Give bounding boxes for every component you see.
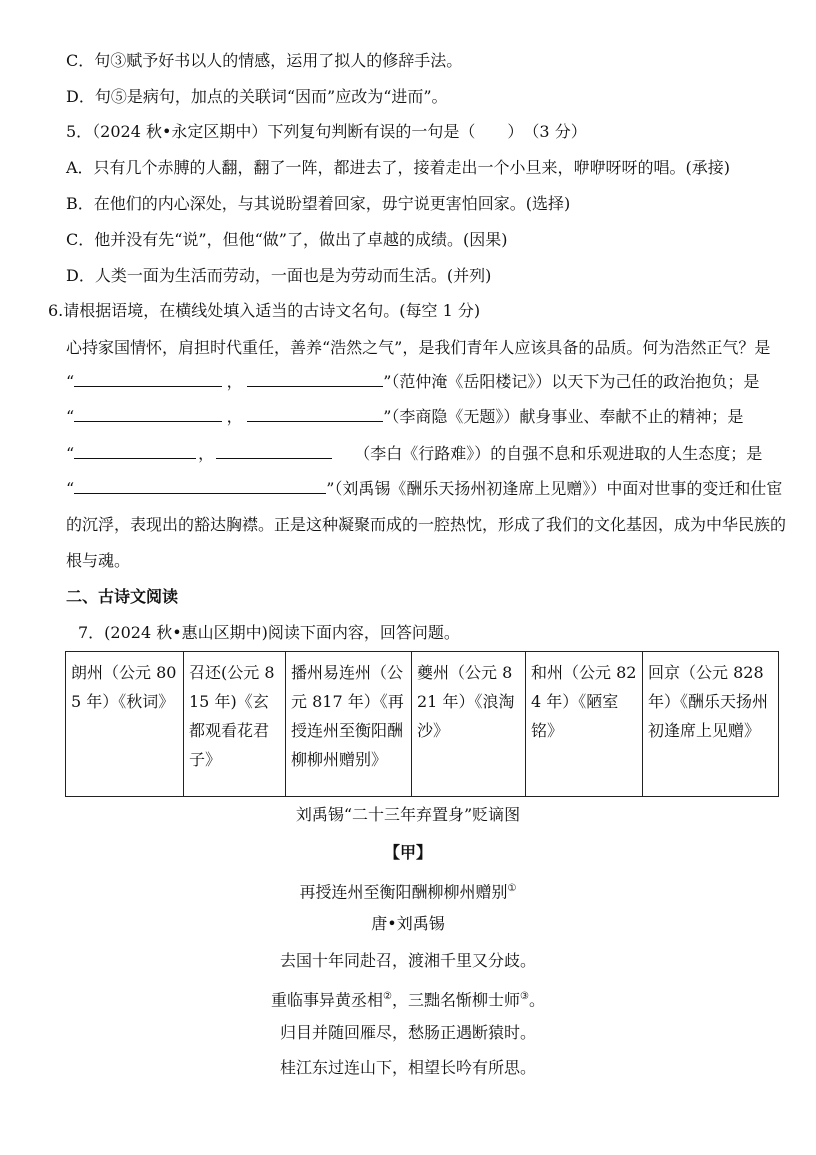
poem-line-1: 去国十年同赴召，渡湘千里又分歧。 (279, 951, 536, 970)
question-6-passage-line-6: 的沉浮，表现出的豁达胸襟。正是这种凝聚而成的一腔热忱，形成了我们的文化基因，成为中华民族的 (66, 515, 787, 534)
poem-line-3: 归目并随回雁尽，愁肠正遇断猿时。 (279, 1023, 536, 1042)
citation-li-shangyin: ”（李商隐《无题》）献身事业、奉献不止的精神；是 (383, 407, 744, 426)
table-cell: 朗州（公元 805 年）《秋词》 (66, 652, 184, 797)
answer-blank-6[interactable] (216, 444, 332, 459)
question-5-option-a: A．只有几个赤膊的人翻，翻了一阵，都进去了，接着走出一个小旦来，咿咿呀呀的唱。(承接) (66, 158, 731, 177)
question-5-option-d: D．人类一面为生活而劳动，一面也是为劳动而生活。(并列) (66, 266, 492, 285)
footnote-marker: ② (383, 991, 392, 1002)
table-caption: 刘禹锡“二十三年弃置身”贬谪图 (295, 805, 521, 824)
poem-label: 【甲】 (383, 843, 432, 862)
open-quote: “ (66, 444, 75, 463)
answer-blank-4[interactable] (247, 407, 383, 422)
answer-blank-2[interactable] (247, 372, 383, 387)
question-6-fill-line-1 (66, 371, 759, 393)
open-quote: “ (66, 372, 75, 391)
question-6-passage-line-1: 心持家国情怀，肩担时代重任，善养“浩然之气”，是我们青年人应该具备的品质。何为浩然正气？是 (66, 338, 771, 357)
citation-liu-yuxi: ”（刘禹锡《酬乐天扬州初逢席上见赠》）中面对世事的变迁和仕宦 (326, 479, 783, 498)
exile-timeline-table (65, 651, 779, 797)
citation-fan-zhongyan: ”（范仲淹《岳阳楼记》）以天下为己任的政治抱负；是 (383, 372, 760, 391)
poem-line-4: 桂江东过连山下，相望长吟有所思。 (279, 1058, 536, 1077)
poem-line-2: 重临事异黄丞相②，三黜名惭柳士师③。 (271, 990, 545, 1010)
question-6-stem: 6.请根据语境，在横线处填入适当的古诗文名句。(每空 1 分) (48, 301, 481, 320)
open-quote: “ (66, 407, 75, 426)
question-6-fill-line-2 (66, 406, 743, 428)
answer-blank-7[interactable] (74, 479, 326, 494)
table-cell: 回京（公元 828 年）《酬乐天扬州初逢席上见赠》 (643, 652, 779, 797)
answer-blank-1[interactable] (74, 372, 222, 387)
question-6-passage-line-7: 根与魂。 (66, 551, 131, 570)
option-d: D．句⑤是病句，加点的关联词“因而”应改为“进而”。 (66, 87, 448, 106)
poem-title: 再授连州至衡阳酬柳柳州赠别① (299, 882, 517, 902)
question-6-fill-line-3 (66, 443, 762, 465)
poem-author: 唐•刘禹锡 (371, 914, 445, 933)
answer-blank-5[interactable] (74, 444, 196, 459)
question-5-stem: 5．（2024 秋•永定区期中）下列复句判断有误的一句是（ ） （3 分） (66, 122, 587, 141)
table-cell: 夔州（公元 821 年）《浪淘沙》 (412, 652, 526, 797)
table-row (66, 652, 779, 797)
section-heading-classical-reading: 二、古诗文阅读 (66, 587, 179, 606)
comma: ， (226, 372, 243, 391)
comma: ， (226, 407, 243, 426)
option-c: C．句③赋予好书以人的情感，运用了拟人的修辞手法。 (66, 51, 463, 70)
question-6-fill-line-4 (66, 478, 782, 500)
answer-blank-3[interactable] (74, 407, 222, 422)
question-5-option-c: C．他并没有先“说”，但他“做”了，做出了卓越的成绩。(因果) (66, 230, 508, 249)
open-quote: “ (66, 479, 75, 498)
citation-li-bai: （李白《行路难》）的自强不息和乐观进取的人生态度；是 (354, 444, 763, 463)
comma: ， (198, 444, 215, 463)
footnote-marker: ③ (520, 991, 529, 1002)
question-5-option-b: B．在他们的内心深处，与其说盼望着回家，毋宁说更害怕回家。(选择) (66, 194, 571, 213)
table-cell: 召还(公元 815 年)《玄都观看花君子》 (184, 652, 286, 797)
question-7-stem: 7．(2024 秋•惠山区期中)阅读下面内容，回答问题。 (78, 623, 460, 642)
footnote-marker: ① (507, 883, 517, 894)
table-cell: 和州（公元 824 年）《陋室铭》 (526, 652, 643, 797)
table-cell: 播州易连州（公元 817 年）《再授连州至衡阳酬柳柳州赠别》 (286, 652, 412, 797)
